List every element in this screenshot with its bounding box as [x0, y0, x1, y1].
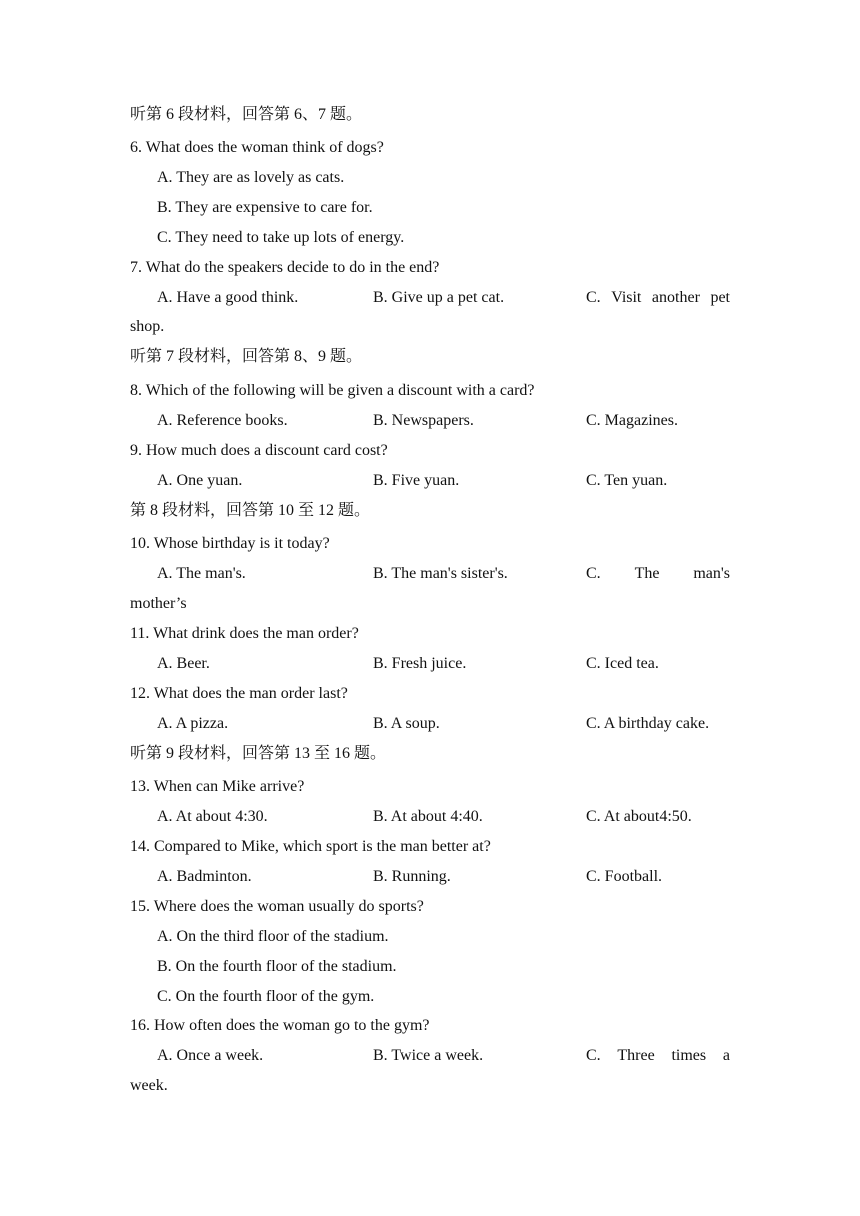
question-16-option-a: A. Once a week.	[157, 1047, 264, 1064]
question-8-option-a: A. Reference books.	[157, 412, 288, 429]
option-c-word: times	[671, 1047, 707, 1064]
option-c-word: C.	[586, 289, 601, 306]
question-8-option-b: B. Newspapers.	[373, 412, 474, 429]
question-6-option-c: C. They need to take up lots of energy.	[157, 229, 405, 246]
question-8-stem: 8. Which of the following will be given a discount with a card?	[130, 382, 535, 399]
question-16-option-b: B. Twice a week.	[373, 1047, 484, 1064]
section-heading-7: 听第 7 段材料，回答第 8、9 题。	[130, 348, 363, 365]
section-heading-9: 听第 9 段材料，回答第 13 至 16 题。	[130, 745, 387, 762]
question-12-option-c: C. A birthday cake.	[586, 715, 710, 732]
question-13-option-b: B. At about 4:40.	[373, 808, 483, 825]
question-10-option-b: B. The man's sister's.	[373, 565, 508, 582]
question-14-stem: 14. Compared to Mike, which sport is the man better at?	[130, 838, 491, 855]
section-heading-8: 第 8 段材料，回答第 10 至 12 题。	[130, 502, 371, 519]
section-heading-6: 听第 6 段材料，回答第 6、7 题。	[130, 106, 363, 123]
question-11-option-a: A. Beer.	[157, 655, 210, 672]
question-11-stem: 11. What drink does the man order?	[130, 625, 359, 642]
option-c-word: another	[651, 289, 700, 306]
question-13-option-c: C. At about4:50.	[586, 808, 692, 825]
question-10-option-c-continued: mother’s	[130, 595, 187, 612]
question-10-option-c	[586, 564, 730, 584]
question-9-stem: 9. How much does a discount card cost?	[130, 442, 388, 459]
option-c-word: C.	[586, 565, 601, 582]
question-10-option-a: A. The man's.	[157, 565, 246, 582]
question-7-stem: 7. What do the speakers decide to do in the end?	[130, 259, 440, 276]
option-c-word: C.	[586, 1047, 601, 1064]
question-7-option-c-continued: shop.	[130, 318, 165, 335]
question-7-option-c	[586, 288, 730, 308]
option-c-word: Visit	[611, 289, 642, 306]
question-13-stem: 13. When can Mike arrive?	[130, 778, 305, 795]
question-6-option-b: B. They are expensive to care for.	[157, 199, 373, 216]
option-c-word: Three	[617, 1047, 655, 1064]
question-16-stem: 16. How often does the woman go to the gym?	[130, 1017, 430, 1034]
question-9-option-c: C. Ten yuan.	[586, 472, 668, 489]
question-14-option-b: B. Running.	[373, 868, 451, 885]
question-9-option-a: A. One yuan.	[157, 472, 243, 489]
question-15-stem: 15. Where does the woman usually do sports?	[130, 898, 424, 915]
question-16-option-c-continued: week.	[130, 1077, 168, 1094]
option-c-word: man's	[693, 565, 730, 582]
question-14-option-a: A. Badminton.	[157, 868, 252, 885]
option-c-word: pet	[710, 289, 730, 306]
question-15-option-b: B. On the fourth floor of the stadium.	[157, 958, 397, 975]
question-12-stem: 12. What does the man order last?	[130, 685, 348, 702]
option-c-word: a	[722, 1047, 730, 1064]
question-16-option-c	[586, 1046, 730, 1066]
question-7-option-a: A. Have a good think.	[157, 289, 299, 306]
question-12-option-a: A. A pizza.	[157, 715, 229, 732]
question-12-option-b: B. A soup.	[373, 715, 440, 732]
question-7-option-b: B. Give up a pet cat.	[373, 289, 505, 306]
question-11-option-b: B. Fresh juice.	[373, 655, 467, 672]
question-6-stem: 6. What does the woman think of dogs?	[130, 139, 384, 156]
question-11-option-c: C. Iced tea.	[586, 655, 659, 672]
question-8-option-c: C. Magazines.	[586, 412, 678, 429]
question-14-option-c: C. Football.	[586, 868, 663, 885]
option-c-word: The	[634, 565, 660, 582]
question-13-option-a: A. At about 4:30.	[157, 808, 268, 825]
question-9-option-b: B. Five yuan.	[373, 472, 460, 489]
question-6-option-a: A. They are as lovely as cats.	[157, 169, 345, 186]
question-10-stem: 10. Whose birthday is it today?	[130, 535, 330, 552]
question-15-option-a: A. On the third floor of the stadium.	[157, 928, 389, 945]
question-15-option-c: C. On the fourth floor of the gym.	[157, 988, 375, 1005]
